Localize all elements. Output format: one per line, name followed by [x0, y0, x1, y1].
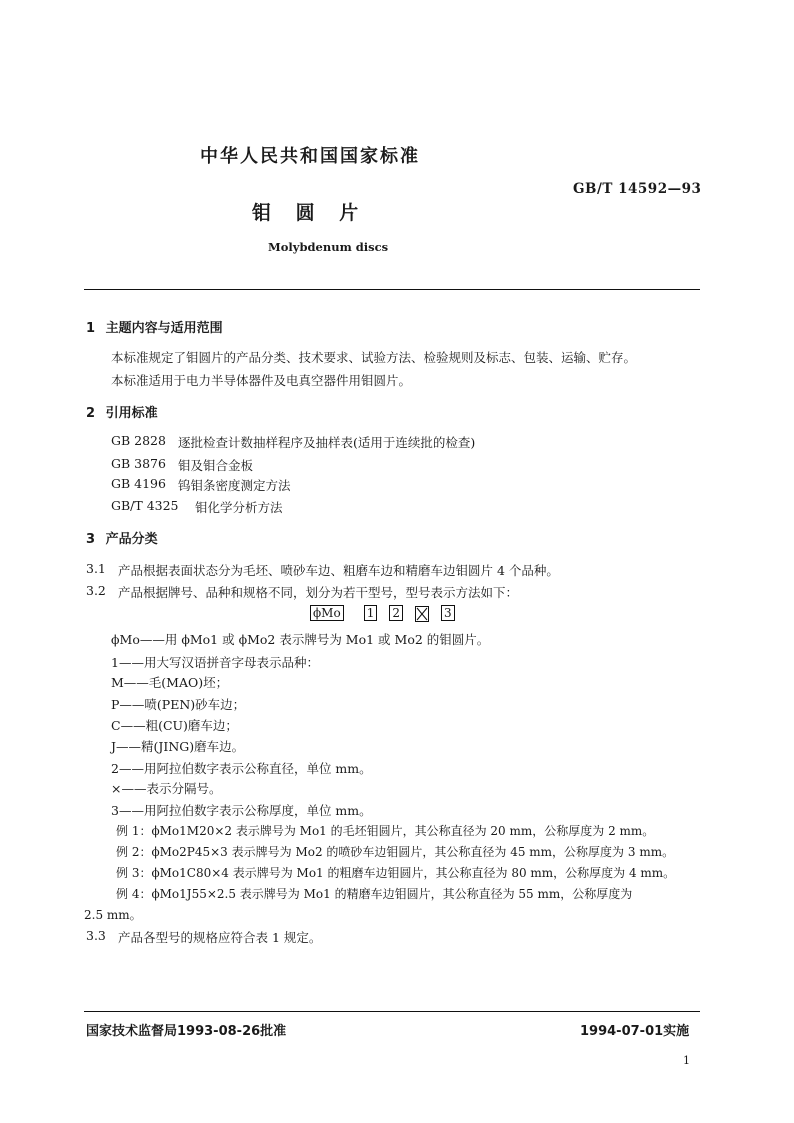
header-rule: [84, 289, 700, 290]
page-number: 1: [683, 1054, 690, 1067]
section-heading: 2 引用标准: [86, 406, 158, 421]
clause-number: 3.3: [86, 928, 106, 943]
approval-text: 国家技术监督局1993-08-26批准: [86, 1024, 287, 1039]
reference-code: GB 4196: [111, 476, 166, 491]
standard-code: GB/T 14592—93: [573, 181, 702, 197]
document-title: 钼 圆 片: [252, 202, 359, 224]
designation-line: 1——用大写汉语拼音字母表示品种：: [111, 655, 319, 670]
box-2: 2: [389, 605, 403, 621]
reference-title: 逐批检查计数抽样程序及抽样表(适用于连续批的检查): [178, 435, 476, 450]
reference-title: 钼化学分析方法: [195, 500, 283, 515]
section-heading: 1 主题内容与适用范围: [86, 321, 223, 336]
model-designation: [310, 605, 461, 622]
designation-line: ϕMo——用 ϕMo1 或 ϕMo2 表示牌号为 Mo1 或 Mo2 的钼圆片。: [111, 632, 490, 647]
section-heading: 3 产品分类: [86, 532, 158, 547]
designation-line: P——喷(PEN)砂车边；: [111, 697, 246, 712]
reference-code: GB 2828: [111, 433, 166, 448]
example-line: 例 4：ϕMo1J55×2.5 表示牌号为 Mo1 的精磨车边钼圆片，其公称直径为 55 mm，公称厚度为: [116, 887, 633, 901]
clause-number: 3.1: [86, 561, 106, 576]
clause-number: 3.2: [86, 583, 106, 598]
reference-code: GB/T 4325: [111, 498, 179, 513]
example-line: 例 3：ϕMo1C80×4 表示牌号为 Mo1 的粗磨车边钼圆片，其公称直径为 80 mm，公称厚度为 4 mm。: [116, 866, 676, 880]
designation-line: J——精(JING)磨车边。: [111, 739, 245, 754]
document-title-english: Molybdenum discs: [268, 240, 389, 254]
country-standard-title: 中华人民共和国国家标准: [200, 146, 420, 167]
footer-rule: [84, 1011, 700, 1012]
box-1: 1: [364, 605, 378, 621]
designation-line: 2——用阿拉伯数字表示公称直径，单位 mm。: [111, 761, 372, 776]
designation-line: 3——用阿拉伯数字表示公称厚度，单位 mm。: [111, 803, 372, 818]
paragraph: 本标准规定了钼圆片的产品分类、技术要求、试验方法、检验规则及标志、包装、运输、贮存。: [111, 350, 637, 365]
reference-title: 钼及钼合金板: [178, 458, 254, 473]
box-phi-mo: ϕMo: [310, 605, 344, 621]
clause-text: 产品根据牌号、品种和规格不同，划分为若干型号，型号表示方法如下：: [118, 585, 519, 600]
reference-code: GB 3876: [111, 456, 166, 471]
clause-text: 产品根据表面状态分为毛坯、喷砂车边、粗磨车边和精磨车边钼圆片 4 个品种。: [118, 563, 559, 578]
reference-title: 钨钼条密度测定方法: [178, 478, 291, 493]
box-3: 3: [441, 605, 455, 621]
example-line: 例 2：ϕMo2P45×3 表示牌号为 Mo2 的喷砂车边钼圆片，其公称直径为 45 mm，公称厚度为 3 mm。: [116, 845, 675, 859]
designation-line: C——粗(CU)磨车边；: [111, 718, 238, 733]
implementation-text: 1994-07-01实施: [580, 1024, 690, 1039]
designation-line: ×——表示分隔号。: [111, 781, 222, 796]
designation-line: M——毛(MAO)坯；: [111, 675, 229, 690]
box-multiply-icon: [415, 606, 429, 622]
paragraph: 本标准适用于电力半导体器件及电真空器件用钼圆片。: [111, 373, 412, 388]
example-line: 例 1：ϕMo1M20×2 表示牌号为 Mo1 的毛坯钼圆片，其公称直径为 20 mm，公称厚度为 2 mm。: [116, 824, 655, 838]
example-line: 2.5 mm。: [84, 908, 142, 922]
clause-text: 产品各型号的规格应符合表 1 规定。: [118, 930, 322, 945]
